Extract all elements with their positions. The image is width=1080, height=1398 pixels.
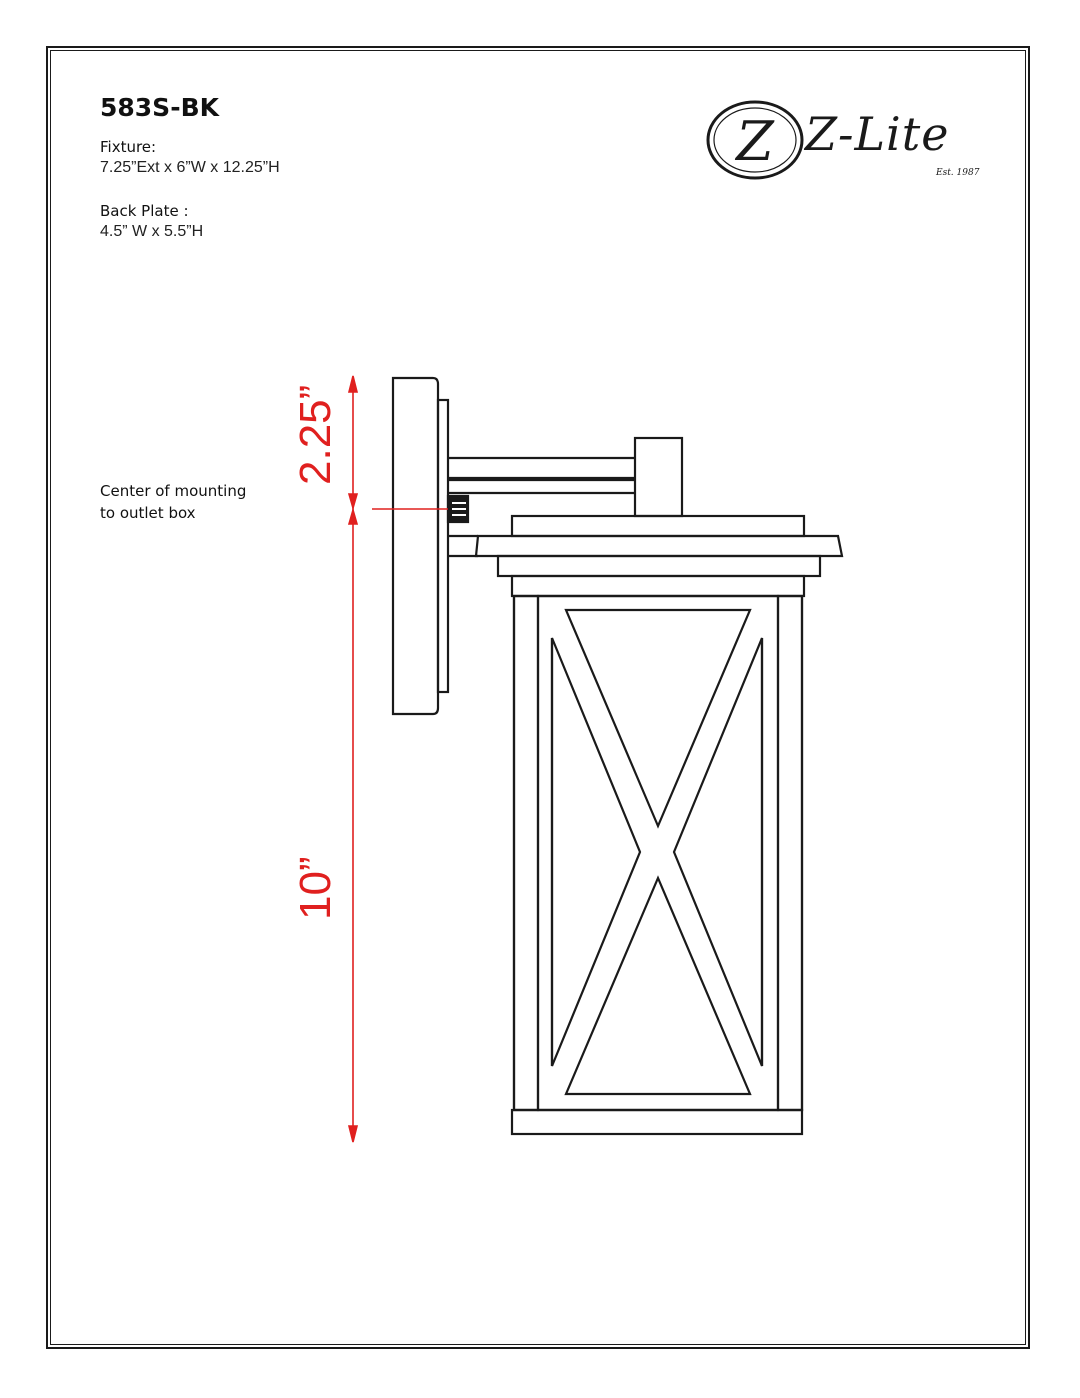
logo-brand: Z-Lite	[805, 107, 950, 161]
arrow-mid-up	[349, 494, 357, 508]
cross-brace-left	[552, 638, 640, 1066]
backplate-dimensions: 4.5” W x 5.5”H	[100, 223, 204, 240]
fixture-dimensions: 7.25”Ext x 6”W x 12.25”H	[100, 159, 280, 176]
model-number: 583S-BK	[100, 93, 219, 122]
logo-monogram-letter: Z	[736, 110, 774, 173]
mounting-note-line1: Center of mounting	[100, 482, 247, 500]
logo-established: Est. 1987	[936, 168, 980, 178]
backplate-label: Back Plate :	[100, 202, 189, 220]
back-plate-step	[438, 400, 448, 692]
lantern-frame	[514, 596, 802, 1110]
cross-brace-lower	[566, 878, 750, 1094]
glass-panel	[538, 596, 778, 1110]
arrow-mid-down	[349, 510, 357, 524]
dimension-lower: 10”	[291, 856, 340, 920]
roof	[476, 536, 842, 556]
fixture-label: Fixture:	[100, 138, 157, 156]
bottom-base	[512, 1110, 802, 1134]
cross-brace-upper	[566, 610, 750, 826]
collar-lower	[512, 576, 804, 596]
arm-post	[635, 438, 682, 516]
arrow-bottom	[349, 1126, 357, 1142]
top-cap	[512, 516, 804, 536]
right-post	[778, 596, 802, 1110]
dimension-upper: 2.25”	[291, 384, 340, 485]
mounting-note-line2: to outlet box	[100, 504, 196, 522]
back-plate	[393, 378, 438, 714]
cross-brace-right	[674, 638, 762, 1066]
collar-upper	[498, 556, 820, 576]
left-post	[514, 596, 538, 1110]
arrow-top	[349, 376, 357, 392]
